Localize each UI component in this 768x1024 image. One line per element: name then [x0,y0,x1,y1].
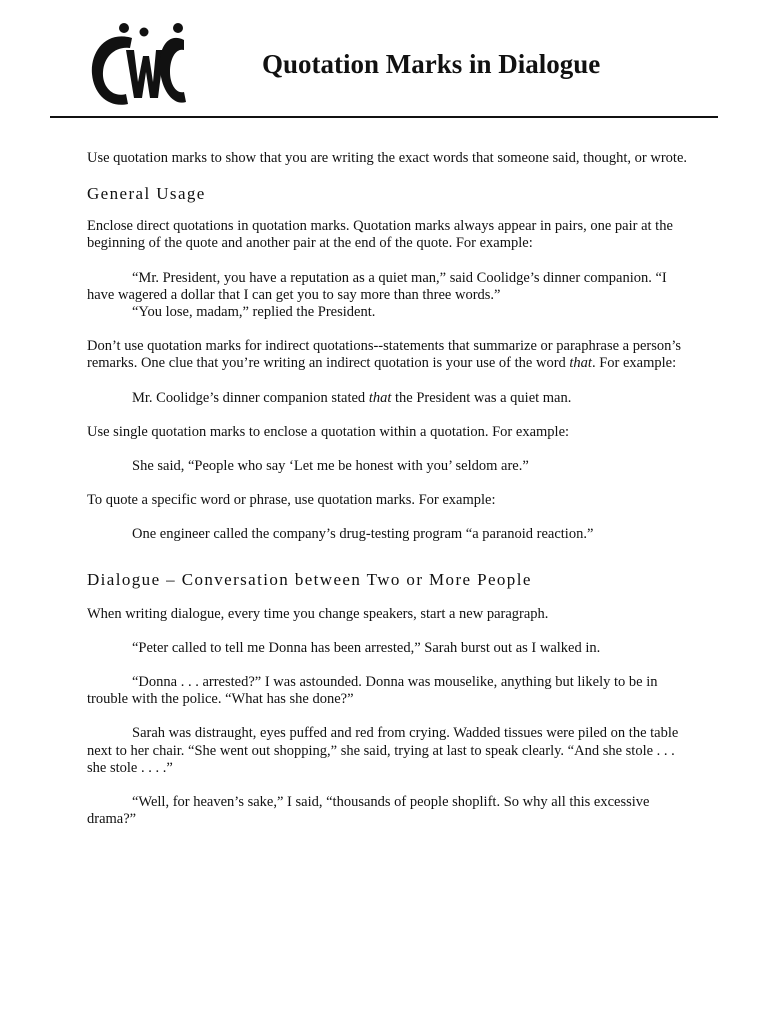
paragraph-indirect-text-b: . For example: [591,355,677,372]
section-heading-general-usage: General Usage [87,184,206,204]
paragraph-enclose: Enclose direct quotations in quotation marks. Quotation marks always appear in pairs, one pair at the beginning of the quote and another pair at the end of the quote. For example: [87,218,673,252]
example-indirect [87,390,692,407]
paragraph-indirect-text-a: Don’t use quotation marks for indirect quotations--statements that summarize or paraphrase a person’s remarks. One clue that you’re writing an indirect quotation is your use of the word [87,338,682,372]
section-heading-dialogue: Dialogue – Conversation between Two or More People [87,569,532,589]
intro-paragraph: Use quotation marks to show that you are writing the exact words that someone said, thought, or wrote. [87,150,688,166]
dialogue-paragraph-4: “Well, for heaven’s sake,” I said, “thousands of people shoplift. So why all this excessive drama?” [87,794,650,828]
paragraph-specific-word: To quote a specific word or phrase, use quotation marks. For example: [87,492,496,509]
example-specific-word: One engineer called the company’s drug-testing program “a paranoid reaction.” [132,526,594,543]
example-indirect-text-b: the President was a quiet man. [391,389,572,406]
paragraph-indirect-italic-word: that [569,355,592,372]
page-title: Quotation Marks in Dialogue [262,49,601,79]
example-single-quotes: She said, “People who say ‘Let me be honest with you’ seldom are.” [132,458,529,475]
document-body [87,150,692,828]
example-coolidge-2: “You lose, madam,” replied the President. [132,304,376,321]
header-divider [50,116,718,118]
example-indirect-italic-word: that [368,389,392,406]
example-coolidge-1: “Mr. President, you have a reputation as a quiet man,” said Coolidge’s dinner companion. “I have wagered a dollar that I can get you to say more than three words.” [87,269,667,303]
paragraph-indirect [87,338,692,372]
paragraph-dialogue: When writing dialogue, every time you change speakers, start a new paragraph. [87,605,549,622]
dialogue-paragraph-2: “Donna . . . arrested?” I was astounded. Donna was mouselike, anything but likely to be in trouble with the police. “What has she done?” [87,674,658,708]
cwc-logo [88,20,188,112]
paragraph-single-quotes: Use single quotation marks to enclose a quotation within a quotation. For example: [87,423,570,440]
dialogue-paragraph-3: Sarah was distraught, eyes puffed and red from crying. Wadded tissues were piled on the table next to her chair. “She went out shopping,” she said, trying at last to speak clearly. “And she stole . . . she stole . . . .” [87,725,679,776]
example-indirect-text-a: Mr. Coolidge’s dinner companion stated [132,389,369,406]
dialogue-paragraph-1: “Peter called to tell me Donna has been arrested,” Sarah burst out as I walked in. [132,639,601,656]
